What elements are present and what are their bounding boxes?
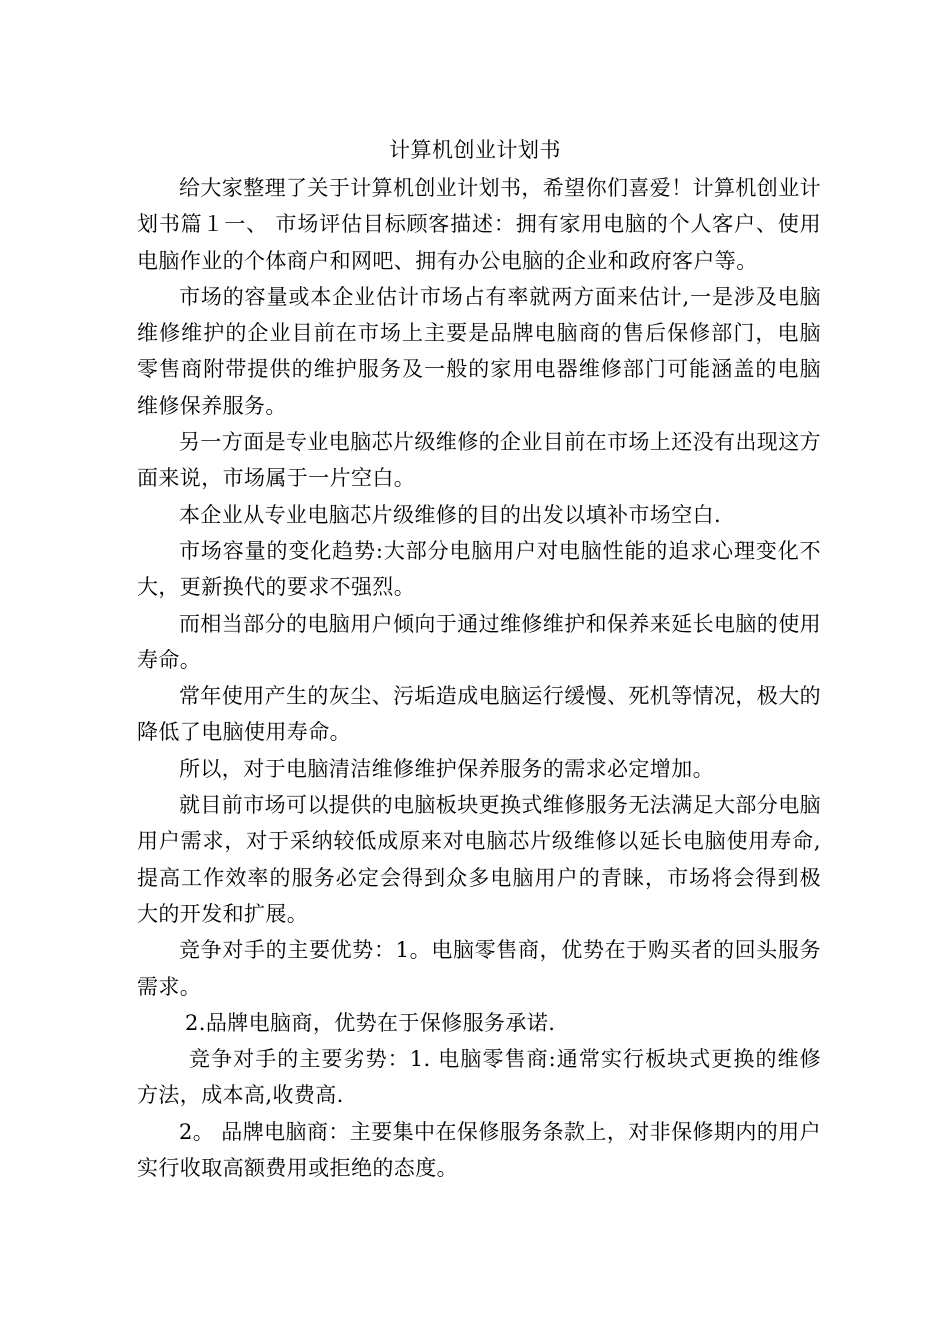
paragraph: 所以，对于电脑清洁维修维护保养服务的需求必定增加。 bbox=[179, 756, 714, 781]
paragraph: 2.品牌电脑商，优势在于保修服务承诺. bbox=[185, 1010, 556, 1035]
paragraph: 另一方面是专业电脑芯片级维修的企业目前在市场上还没有出现这方面来说，市场属于一片空白。 bbox=[137, 430, 821, 491]
paragraph: 竞争对手的主要优势：1。电脑零售商，优势在于购买者的回头服务需求。 bbox=[137, 938, 821, 999]
paragraph: 常年使用产生的灰尘、污垢造成电脑运行缓慢、死机等情况，极大的降低了电脑使用寿命。 bbox=[137, 684, 821, 745]
document-body bbox=[137, 170, 821, 1186]
paragraph: 市场的容量或本企业估计市场占有率就两方面来估计,一是涉及电脑维修维护的企业目前在市场上主要是品牌电脑商的售后保修部门，电脑零售商附带提供的维护服务及一般的家用电器维修部门可能涵盖的电脑维修保养服务。 bbox=[137, 284, 821, 418]
paragraph: 市场容量的变化趋势:大部分电脑用户对电脑性能的追求心理变化不大，更新换代的要求不强烈。 bbox=[137, 538, 821, 600]
paragraph: 就目前市场可以提供的电脑板块更换式维修服务无法满足大部分电脑用户需求，对于采纳较低成原来对电脑芯片级维修以延长电脑使用寿命,提高工作效率的服务必定会得到众多电脑用户的青睐，市场将会得到极大的开发和扩展。 bbox=[137, 793, 821, 926]
paragraph: 2。 品牌电脑商：主要集中在保修服务条款上，对非保修期内的用户实行收取高额费用或拒绝的态度。 bbox=[137, 1119, 821, 1181]
paragraph: 竞争对手的主要劣势：1. 电脑零售商:通常实行板块式更换的维修方法，成本高,收费高. bbox=[137, 1047, 821, 1108]
paragraph: 而相当部分的电脑用户倾向于通过维修维护和保养来延长电脑的使用寿命。 bbox=[137, 611, 821, 672]
document-title: 计算机创业计划书 bbox=[389, 138, 561, 162]
paragraph: 给大家整理了关于计算机创业计划书，希望你们喜爱！计算机创业计划书篇１一、 市场评估目标顾客描述：拥有家用电脑的个人客户、使用电脑作业的个体商户和网吧、拥有办公电脑的企业和政府客户等。 bbox=[137, 176, 821, 273]
paragraph: 本企业从专业电脑芯片级维修的目的出发以填补市场空白. bbox=[179, 502, 722, 527]
